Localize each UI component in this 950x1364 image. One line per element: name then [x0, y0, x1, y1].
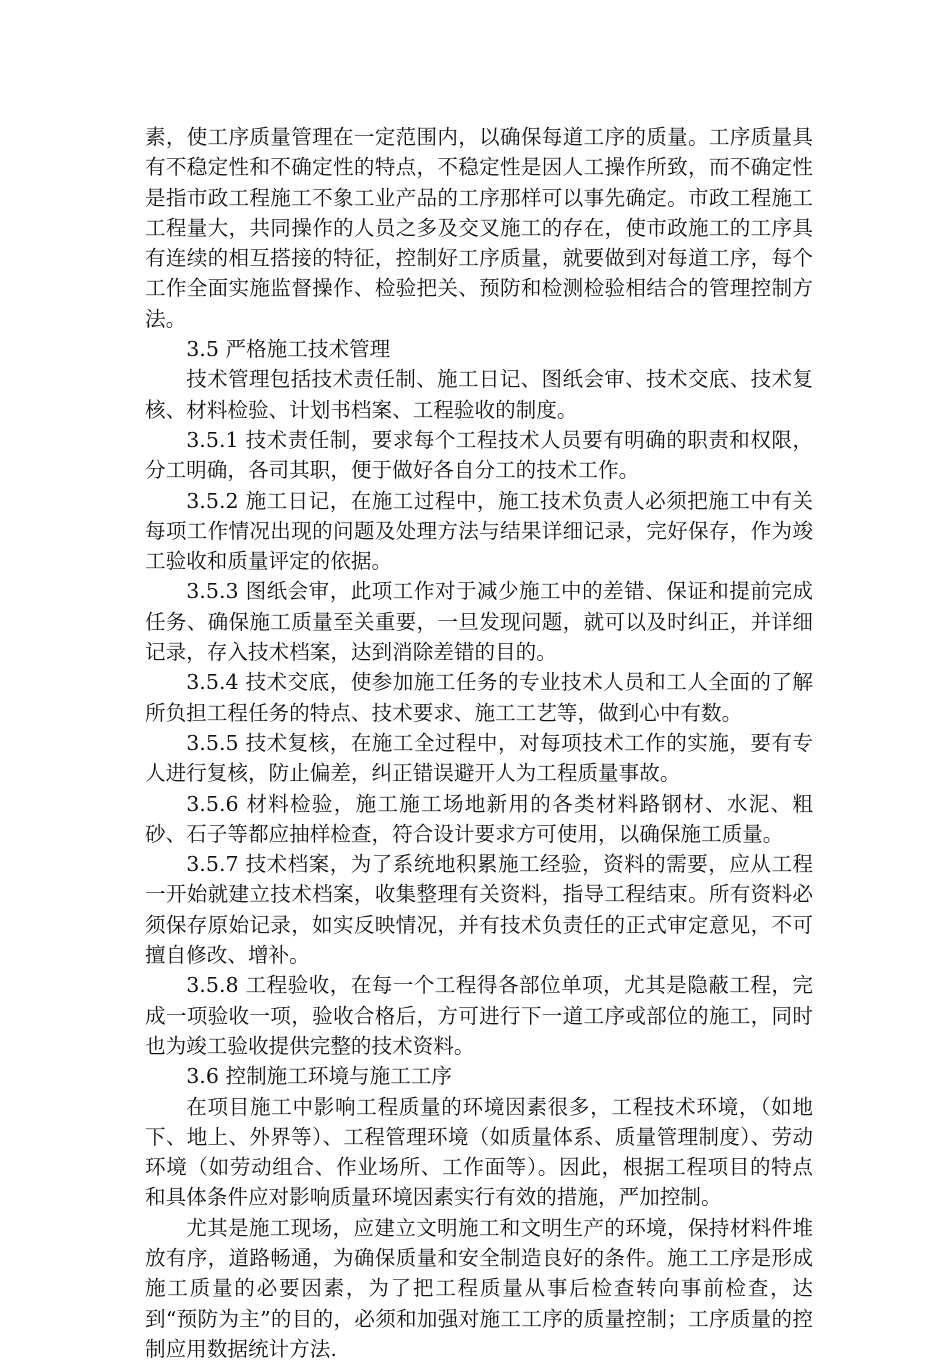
paragraph-site-and-process: 尤其是施工现场，应建立文明施工和文明生产的环境，保持材料件堆放有序，道路畅通，为确保质量和安全制造良好的条件。施工工序是形成施工质量的必要因素，为了把工程质量从事后检查转向事前检查，达到“预防为主”的目的，必须和加强对施工工序的质量控制；工序质量的控制应用数据统计方法. [145, 1215, 813, 1361]
paragraph-3-5-1: 3.5.1 技术责任制，要求每个工程技术人员要有明确的职责和权限，分工明确，各司其职，便于做好各自分工的技术工作。 [145, 427, 813, 483]
paragraph-3-5-7: 3.5.7 技术档案，为了系统地积累施工经验，资料的需要，应从工程一开始就建立技术档案，收集整理有关资料，指导工程结束。所有资料必须保存原始记录，如实反映情况，并有技术负责任的正式审定意见，不可擅自修改、增补。 [145, 852, 813, 968]
paragraph-environment: 在项目施工中影响工程质量的环境因素很多，工程技术环境，（如地下、地上、外界等）、工程管理环境（如质量体系、质量管理制度）、劳动环境（如劳动组合、作业场所、工作面等）。因此，根据工程项目的特点和具体条件应对影响质量环境因素实行有效的措施，严加控制。 [145, 1094, 813, 1210]
paragraph-tech-management: 技术管理包括技术责任制、施工日记、图纸会审、技术交底、技术复核、材料检验、计划书档案、工程验收的制度。 [145, 367, 813, 422]
paragraph-3-5-8: 3.5.8 工程验收，在每一个工程得各部位单项，尤其是隐蔽工程，完成一项验收一项，验收合格后，方可进行下一道工序或部位的施工，同时也为竣工验收提供完整的技术资料。 [145, 973, 813, 1058]
document-body [145, 122, 813, 1364]
section-heading-3-6: 3.6 控制施工环境与施工工序 [186, 1064, 453, 1089]
section-heading-3-5: 3.5 严格施工技术管理 [186, 337, 391, 362]
paragraph-3-5-2: 3.5.2 施工日记，在施工过程中，施工技术负责人必须把施工中有关每项工作情况出现的问题及处理方法与结果详细记录，完好保存，作为竣工验收和质量评定的依据。 [145, 488, 813, 574]
paragraph-3-5-4: 3.5.4 技术交底，使参加施工任务的专业技术人员和工人全面的了解所负担工程任务的特点、技术要求、施工工艺等，做到心中有数。 [145, 670, 813, 725]
paragraph-3-5-6: 3.5.6 材料检验，施工施工场地新用的各类材料路钢材、水泥、粗砂、石子等都应抽样检查，符合设计要求方可使用，以确保施工质量。 [145, 791, 813, 846]
paragraph-3-5-3: 3.5.3 图纸会审，此项工作对于减少施工中的差错、保证和提前完成任务、确保施工质量至关重要，一旦发现问题，就可以及时纠正，并详细记录，存入技术档案，达到消除差错的目的。 [145, 579, 813, 665]
paragraph-3-5-5: 3.5.5 技术复核，在施工全过程中，对每项技术工作的实施，要有专人进行复核，防止偏差，纠正错误避开人为工程质量事故。 [145, 730, 813, 786]
paragraph-continuation: 素，使工序质量管理在一定范围内，以确保每道工序的质量。工序质量具有不稳定性和不确定性的特点，不稳定性是因人工操作所致，而不确定性是指市政工程施工不象工业产品的工序那样可以事先确定。市政工程施工工程量大，共同操作的人员之多及交叉施工的存在，使市政施工的工序具有连续的相互搭接的特征，控制好工序质量，就要做到对每道工序，每个工作全面实施监督操作、检验把关、预防和检测检验相结合的管理控制方法。 [145, 125, 813, 331]
